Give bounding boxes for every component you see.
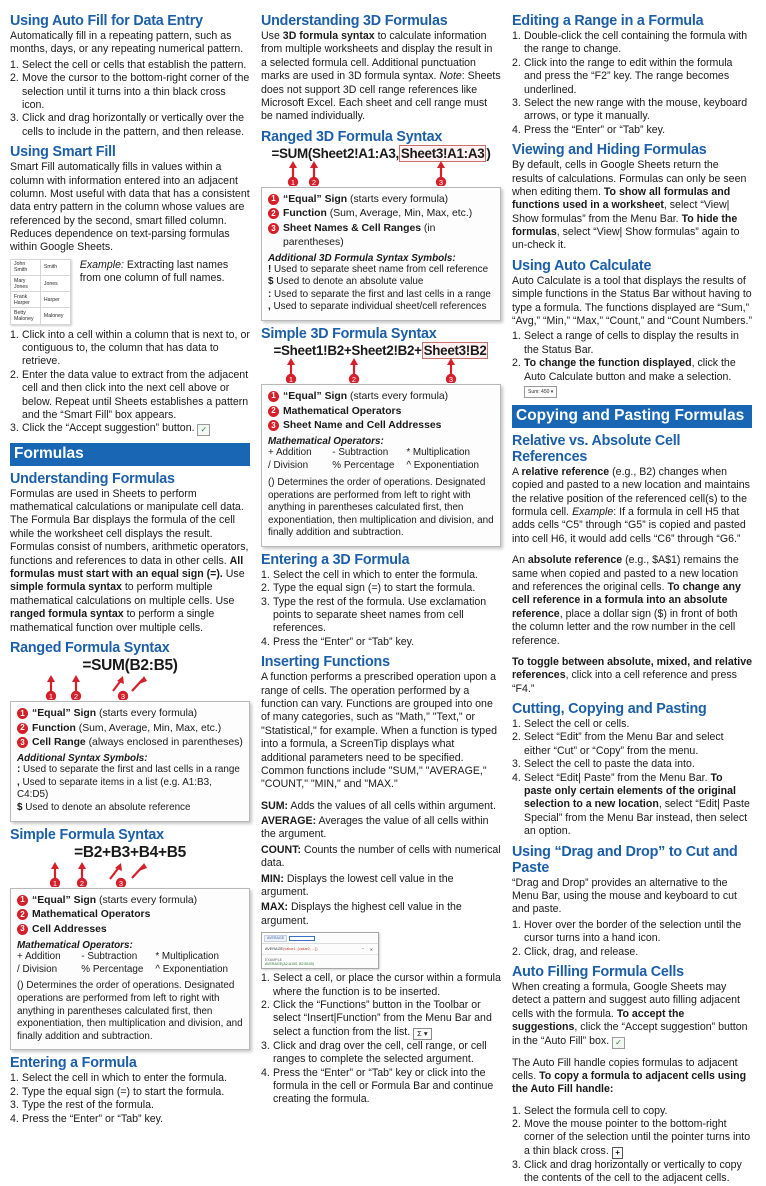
- badge-3: 3: [268, 420, 279, 431]
- formula-highlighted-ref: Sheet3!B2: [423, 342, 487, 358]
- screentip-mock-figure: [261, 932, 379, 969]
- function-definition: [261, 844, 501, 871]
- svg-text:1: 1: [48, 692, 54, 700]
- list-item: Press the “Enter” or “Tab” key.: [22, 1112, 164, 1125]
- list-item: Press the “Enter” or “Tab” key.: [524, 123, 666, 136]
- callout-subhead: Mathematical Operators:: [268, 436, 384, 448]
- operator-subtract: - Subtraction: [81, 950, 138, 962]
- callout-item-bold: Mathematical Operators: [283, 405, 402, 417]
- symbol-char: :: [17, 764, 21, 776]
- symbol-line: [17, 777, 243, 802]
- callout-item: [17, 736, 243, 750]
- callout-item-rest: (starts every formula): [96, 894, 198, 906]
- heading-drag-and-drop: Using “Drag and Drop” to Cut and Paste: [512, 843, 738, 876]
- svg-text:2: 2: [73, 692, 79, 700]
- smartfill-example-figure: [10, 259, 250, 325]
- symbol-char: :: [268, 288, 272, 300]
- cell-lastname: Maloney: [40, 308, 70, 324]
- list-item: [512, 772, 752, 839]
- callout-item: [268, 193, 494, 207]
- callout-item-rest: (starts every formula): [96, 708, 198, 719]
- callout-item: [268, 222, 494, 249]
- ra-p1a: A: [512, 465, 522, 478]
- step-bold: To change the function displayed: [524, 357, 692, 370]
- symbol-char: $: [17, 801, 23, 813]
- auto-fill-handle-paragraph: [512, 1057, 752, 1097]
- uf-p4: to perform a single mathematical function over multiple cells.: [10, 608, 215, 634]
- list-item-text: Click the “Functions” button in the Toolbar or select “Insert|Function” from the Menu Bar and select a function from the list.: [273, 998, 492, 1038]
- svg-text:2: 2: [311, 177, 317, 186]
- column-2: [261, 8, 501, 1106]
- uf-p3: to perform multiple mathematical calculations on multiple cells. Use: [10, 581, 235, 607]
- symbol-line: [268, 289, 494, 302]
- list-item: Hover over the border of the selection until the cursor turns into a hand icon.: [524, 918, 742, 945]
- list-item-text: Move the mouse pointer to the bottom-right corner of the selection until the pointer turns into a thin black cross.: [524, 1118, 751, 1157]
- function-desc: Displays the highest cell value in the argument.: [261, 901, 462, 927]
- operator-percent: % Percentage: [332, 460, 395, 472]
- function-desc: Adds the values of all cells within argument.: [288, 799, 496, 812]
- heading-understanding-3d-formulas: Understanding 3D Formulas: [261, 13, 448, 29]
- ra-b4: To toggle between absolute, mixed, and relative references: [512, 655, 752, 682]
- ra-p1b: (e.g., B2) changes when copied and pasted to a new location and maintains the relative position of the referenced cell(s) to the formula cell.: [512, 465, 750, 519]
- operator-percent: % Percentage: [81, 963, 144, 975]
- list-item: Select the cell to paste the data into.: [524, 758, 695, 771]
- simple-formula-display: =B2+B3+B4+B5: [74, 843, 186, 861]
- symbol-line: [17, 802, 243, 815]
- badge-3: 3: [17, 737, 28, 748]
- screentip-input-field: [289, 936, 315, 941]
- table-row: [11, 308, 71, 324]
- callout-item-bold: Sheet Name and Cell Addresses: [283, 420, 442, 432]
- list-item: Select a range of cells to display the results in the Status Bar.: [524, 330, 739, 356]
- badge-3: 3: [268, 223, 279, 234]
- badge-2: 2: [17, 909, 28, 920]
- auto-calculate-steps: [512, 330, 752, 398]
- function-name: AVERAGE:: [261, 815, 317, 828]
- heading-relative-vs-absolute: Relative vs. Absolute Cell References: [512, 432, 681, 465]
- screentip-example-label: EXAMPLE: [265, 957, 282, 962]
- callout-item: [268, 405, 494, 419]
- list-item: Double-click the cell containing the formula with the range to change.: [524, 30, 748, 56]
- ra-p1c: : If a formula in cell H5 that adds cells “C5” through “G5” is copied and pasted into cell H6, it would add cells “C6” through “G6.”: [512, 506, 746, 545]
- symbol-desc: Used to separate individual sheet/cell references: [270, 301, 487, 313]
- arrow-diagram: [261, 161, 501, 186]
- formula-suffix: ): [486, 145, 491, 161]
- function-definition: [261, 815, 501, 842]
- callout-item-bold: “Equal” Sign: [32, 894, 97, 906]
- arrow-diagram: [10, 862, 250, 887]
- badge-1: 1: [268, 194, 279, 205]
- u3-b1: 3D formula syntax: [282, 30, 375, 42]
- svg-text:1: 1: [288, 374, 294, 383]
- callout-item-bold: Cell Range: [32, 737, 86, 749]
- list-item: Select “Edit” from the Menu Bar and select either “Cut” or “Copy” from the menu.: [524, 731, 724, 757]
- inserting-functions-steps: [261, 972, 501, 1107]
- cell-fullname: Frank Harper: [11, 292, 41, 308]
- list-item: [261, 999, 501, 1040]
- list-item: Select the formula cell to copy.: [524, 1104, 668, 1117]
- operator-exponent: ^ Exponentiation: [406, 460, 480, 472]
- order-of-operations-note: () Determines the order of operations. Designated operations are performed from left to right with anything in parentheses calculated first, then exponentiation, then multiplication and division, and finally addition and subtraction.: [268, 476, 494, 539]
- ra-b1: relative reference: [521, 465, 610, 478]
- relative-reference-paragraph: [512, 466, 752, 546]
- list-item: Click and drag over the cell, cell range, or cell ranges to complete the selected argument.: [273, 1039, 487, 1066]
- list-item: Click into the range to edit within the formula and press the “F2” key. The range becomes underlined.: [524, 56, 733, 96]
- heading-ranged-3d-formula-syntax: Ranged 3D Formula Syntax: [261, 128, 443, 145]
- callout-item-rest: (Sum, Average, Min, Max, etc.): [75, 722, 222, 734]
- af-b2: To copy a formula to adjacent cells using the Auto Fill handle:: [512, 1069, 747, 1096]
- ranged-3d-callout-arrows: [261, 161, 501, 186]
- callout-subhead: Mathematical Operators:: [17, 939, 133, 951]
- heading-viewing-hiding-formulas: Viewing and Hiding Formulas: [512, 142, 707, 159]
- symbol-char: $: [268, 276, 274, 288]
- smartfill-steps: [10, 329, 250, 437]
- callout-item-bold: Cell Addresses: [32, 923, 107, 935]
- heading-editing-a-range: Editing a Range in a Formula: [512, 13, 704, 29]
- autofill-intro: Automatically fill in a repeating pattern, such as months, days, or any repeating numerical pattern.: [10, 30, 244, 56]
- absolute-reference-paragraph: [512, 554, 752, 648]
- callout-subhead: Additional 3D Formula Syntax Symbols:: [268, 252, 456, 264]
- svg-text:3: 3: [118, 878, 124, 887]
- symbol-desc: Used to separate the first and last cells in a range: [271, 288, 491, 300]
- symbol-desc: Used to separate the first and last cells in a range: [20, 764, 240, 776]
- simple-3d-callout-arrows: [261, 358, 501, 383]
- screentip-function-tag: AVERAGE: [264, 935, 287, 942]
- callout-item: [268, 390, 494, 404]
- column-3: [512, 8, 752, 1185]
- entering-3d-steps: [261, 569, 501, 649]
- callout-item: [17, 707, 243, 721]
- ra-p2a: An: [512, 554, 528, 567]
- autofill-steps: [10, 59, 250, 139]
- heading-using-auto-calculate: Using Auto Calculate: [512, 257, 652, 274]
- function-definition: [261, 873, 501, 900]
- operator-multiply: * Multiplication: [155, 950, 219, 962]
- ra-p3: , click into a cell reference and press “F4.”: [512, 669, 737, 695]
- callout-item: [17, 894, 243, 908]
- mini-spreadsheet-table: [10, 259, 71, 325]
- accept-suggestion-checkmark-icon[interactable]: ✓: [197, 424, 210, 436]
- function-name: MIN:: [261, 872, 284, 885]
- column-1: [10, 8, 250, 1125]
- list-item: Select the new range with the mouse, keyboard arrows, or type it manually.: [524, 96, 748, 123]
- badge-2: 2: [17, 723, 28, 734]
- accept-suggestion-checkmark-icon[interactable]: ✓: [612, 1037, 625, 1049]
- heading-entering-a-3d-formula: Entering a 3D Formula: [261, 551, 410, 568]
- list-item: Press the “Enter” or “Tab” key.: [273, 635, 415, 648]
- af-p1a: When creating a formula, Google Sheets may detect a pattern and suggest auto filling adjacent cells with the formula.: [512, 980, 740, 1020]
- table-row: [11, 259, 71, 275]
- drag-drop-steps: [512, 919, 752, 959]
- editing-range-steps: [512, 30, 752, 137]
- u3-p1: Use: [261, 30, 283, 42]
- operator-row: [268, 460, 494, 473]
- callout-item-rest: (Sum, Average, Min, Max, etc.): [326, 208, 473, 220]
- ra-p2c: , place a dollar sign ($) in front of both the column letter and the row number in the cell reference.: [512, 607, 738, 647]
- step4-a: Select “Edit| Paste” from the Menu Bar.: [524, 771, 711, 784]
- screentip-example-args: A2:A100, B2:B100): [283, 961, 315, 966]
- callout-item-bold: “Equal” Sign: [283, 193, 348, 205]
- list-item: Select the cell in which to enter the formula.: [273, 568, 478, 581]
- vh-p2: , select “View| Show formulas” from the Menu Bar.: [512, 199, 730, 225]
- step4-b: To paste only certain elements of the original selection to a new location: [524, 771, 736, 811]
- vh-p1: By default, cells in Google Sheets return the results of calculations. Formulas can only be seen when editing them.: [512, 159, 747, 198]
- list-item: Select the cell or cells that establish the pattern.: [22, 58, 247, 71]
- heading-understanding-formulas: Understanding Formulas: [10, 470, 175, 487]
- list-item: Click and drag horizontally or vertically to copy the contents of the cell to the adjacent cells.: [524, 1158, 742, 1185]
- list-item: Select the cell or cells.: [524, 718, 630, 731]
- callout-item-rest: (starts every formula): [347, 390, 449, 402]
- vh-b1: To show all formulas and functions used in a worksheet: [512, 185, 731, 212]
- heading-using-auto-fill: Using Auto Fill for Data Entry: [10, 13, 203, 29]
- callout-item-bold: “Equal” Sign: [32, 708, 97, 719]
- symbol-char: !: [268, 263, 272, 275]
- callout-item: [17, 908, 243, 922]
- operator-row: [17, 951, 243, 964]
- fill-handle-cross-icon[interactable]: +: [612, 1147, 624, 1159]
- understanding-3d-text: [261, 30, 501, 124]
- callout-item-bold: “Equal” Sign: [283, 390, 348, 402]
- badge-2: 2: [268, 208, 279, 219]
- simple-formula-callout-arrows: [10, 862, 250, 887]
- callout-item-bold: Sheet Names & Cell Ranges: [283, 223, 422, 235]
- list-item: Click and drag horizontally or vertically over the cells to include in the pattern, and then release.: [22, 112, 245, 138]
- symbol-char: ,: [268, 301, 271, 313]
- table-row: [11, 276, 71, 292]
- heading-ranged-formula-syntax: Ranged Formula Syntax: [10, 640, 170, 656]
- operator-divide: / Division: [268, 460, 309, 472]
- ra-i1: Example: [572, 506, 614, 519]
- heading-simple-formula-syntax: Simple Formula Syntax: [10, 826, 164, 843]
- uf-p2: Use: [222, 568, 245, 581]
- uf-b3: ranged formula syntax: [10, 608, 124, 621]
- cell-fullname: John Smith: [11, 259, 41, 275]
- svg-text:2: 2: [79, 878, 85, 887]
- badge-1: 1: [17, 708, 28, 719]
- callout-item-bold: Function: [32, 722, 76, 734]
- callout-item-rest: (starts every formula): [347, 193, 449, 205]
- ranged-3d-syntax-callout: [261, 187, 501, 321]
- simple-3d-formula-display: [261, 343, 501, 358]
- ranged-formula-callout-arrows: [10, 675, 250, 700]
- list-item: Press the “Enter” or “Tab” key or click into the formula in the cell or Formula Bar and continue creating the formula.: [273, 1066, 494, 1106]
- simple-syntax-callout: [10, 888, 250, 1051]
- operator-row: [17, 964, 243, 977]
- ra-p2b: (e.g., $A$1) remains the same when copied and pasted to a new location and references the original cells.: [512, 554, 739, 593]
- list-item: Type the equal sign (=) to start the formula.: [22, 1085, 225, 1098]
- list-item: Enter the data value to extract from the adjacent cell and then click into the next cell above or below. Repeat until Sheets establishes a pattern and the “Smart Fill” box appears.: [22, 368, 249, 421]
- simple-3d-syntax-callout: [261, 384, 501, 547]
- screentip-example-fn: AVERAGE(: [265, 961, 284, 966]
- callout-item: [268, 207, 494, 221]
- operator-add: + Addition: [17, 950, 61, 962]
- cell-lastname: Smith: [40, 259, 70, 275]
- functions-sigma-icon[interactable]: Σ ▾: [413, 1028, 432, 1040]
- section-banner-copying-pasting: Copying and Pasting Formulas: [512, 405, 752, 427]
- step-rest: , click the Auto Calculate button and make a selection.: [524, 357, 736, 383]
- u3-p3: : Sheets does not support 3D cell range references like Microsoft Excel. Each sheet and cell range must be named individually.: [261, 70, 501, 123]
- smartfill-example-note: [80, 259, 250, 286]
- u3-i1: Note: [439, 70, 462, 83]
- signature-fn: AVERAGE: [265, 946, 284, 951]
- badge-1: 1: [17, 895, 28, 906]
- heading-using-smart-fill: Using Smart Fill: [10, 144, 116, 161]
- operator-divide: / Division: [17, 963, 58, 975]
- function-desc: Averages the value of all cells within the argument.: [261, 815, 489, 841]
- callout-item: [268, 419, 494, 433]
- inserting-functions-intro: A function performs a prescribed operation upon a range of cells. The operation performed by a function can vary. Functions are grouped into one of many categories, such as "Math," "Text," or "Statistical," for example. When a function is typed into a formula, a ScreenTip displays what additional parameters need to be specified. Common functions include "SUM," "AVERAGE," "COUNT," "MIN," and "MAX.": [261, 671, 497, 791]
- auto-calculate-button[interactable]: Sum: 450 ▾: [524, 386, 557, 398]
- callout-item-rest: (always enclosed in parentheses): [85, 737, 243, 749]
- formula-prefix: =Sheet1!B2+Sheet2!B2+: [273, 342, 422, 358]
- cell-fullname: Mary Jones: [11, 276, 41, 292]
- svg-text:3: 3: [438, 177, 444, 186]
- list-item: Click into a cell within a column that is next to, or contiguous to, the column that has data to retrieve.: [22, 328, 250, 368]
- list-item: [512, 1118, 752, 1159]
- cut-copy-paste-steps: [512, 718, 752, 839]
- heading-inserting-functions: Inserting Functions: [261, 654, 390, 671]
- screentip-signature: [265, 947, 317, 952]
- symbol-desc: Used to separate items in a list (e.g. A1:B3, C4:D5): [17, 776, 212, 801]
- order-of-operations-note: () Determines the order of operations. Designated operations are performed from left to right with anything in parentheses calculated first, then exponentiation, then multiplication and division, and finally addition and subtraction.: [17, 980, 243, 1042]
- table-row: [11, 292, 71, 308]
- callout-item-bold: Function: [283, 208, 327, 220]
- entering-formula-steps: [10, 1072, 250, 1126]
- symbol-line: [268, 264, 494, 277]
- toggle-reference-paragraph: [512, 656, 752, 696]
- operator-multiply: * Multiplication: [406, 447, 470, 459]
- list-item: Type the equal sign (=) to start the formula.: [273, 582, 476, 595]
- uf-b2: simple formula syntax: [10, 581, 122, 594]
- arrow-diagram: [10, 675, 250, 700]
- function-desc: Counts the number of cells with numerical data.: [261, 843, 501, 870]
- cell-lastname: Harper: [40, 292, 70, 308]
- auto-calculate-intro: Auto Calculate is a tool that displays the results of simple functions in the Status Bar without having to type a formula. The functions displayed are “Sum,” “Avg,” “Min,” “Max,” “Count,” and “Count Numbers.”: [512, 274, 752, 328]
- list-item: Select the cell in which to enter the formula.: [22, 1072, 227, 1085]
- svg-text:3: 3: [120, 692, 126, 700]
- list-item: Click, drag, and release.: [524, 945, 639, 958]
- symbol-line: [268, 276, 494, 289]
- af-b1: To accept the suggestions: [512, 1007, 685, 1034]
- step4-c: , select “Edit| Paste Special” from the Menu Bar instead, then select an option.: [524, 798, 750, 838]
- vh-p3: , select “View| Show formulas” again to un-check it.: [512, 226, 740, 252]
- badge-3: 3: [17, 924, 28, 935]
- list-item: [10, 422, 250, 436]
- af-p2: The Auto Fill handle copies formulas to adjacent cells.: [512, 1056, 738, 1082]
- function-definition: [261, 800, 501, 813]
- callout-item: [17, 722, 243, 736]
- function-desc: Displays the lowest cell value in the argument.: [261, 872, 454, 899]
- example-text: Extracting last names from one column of full names.: [79, 258, 229, 285]
- uf-p1: Formulas are used in Sheets to perform mathematical calculations or manipulate cell data. The Formula Bar displays the formula of the cell while the worksheet cell displays the result. Formulas consist of numbers, arithmetic operators, functions and references to data in other cells.: [10, 487, 249, 567]
- ranged-formula-display: =SUM(B2:B5): [82, 657, 178, 674]
- af-p1b: , click the “Accept suggestion” button in the “Auto Fill” box.: [512, 1021, 748, 1047]
- operator-subtract: - Subtraction: [332, 447, 389, 459]
- formula-highlighted-range: Sheet3!A1:A3: [400, 145, 485, 161]
- cell-fullname: Betty Maloney: [11, 308, 41, 324]
- screentip-example: [262, 955, 378, 968]
- screentip-header: [262, 933, 378, 944]
- symbol-char: ,: [17, 776, 20, 788]
- screentip-signature-row: [262, 944, 378, 955]
- drag-drop-intro: “Drag and Drop” provides an alternative to the Menu Bar, using the mouse and keyboard to cut and paste.: [512, 876, 737, 916]
- cell-lastname: Jones: [40, 276, 70, 292]
- auto-filling-paragraph: [512, 981, 752, 1049]
- operator-add: + Addition: [268, 447, 312, 459]
- smartfill-intro: Smart Fill automatically fills in values within a column with information entered into an adjacent column. Most useful with data that has a consistent data entry pattern in the column whose values are referenced by the second, smart filled column. Reduces dependence on text-parsing formulas within Google Sheets.: [10, 161, 250, 254]
- function-name: COUNT:: [261, 843, 302, 856]
- function-name: SUM:: [261, 799, 289, 812]
- svg-text:2: 2: [351, 374, 357, 383]
- callout-item-rest: (in parentheses): [283, 223, 436, 248]
- list-item: Move the cursor to the bottom-right corner of the selection until it turns into a thin black cross icon.: [22, 72, 250, 111]
- function-name: MAX:: [261, 901, 289, 914]
- symbol-line: [268, 301, 494, 314]
- auto-fill-handle-steps: [512, 1105, 752, 1186]
- list-item-text: Click the “Accept suggestion” button.: [22, 422, 195, 435]
- u3-p2: to calculate information from multiple worksheets and display the result in a selected formula cell. Additional punctuation marks are used in 3D formula syntax.: [261, 30, 493, 83]
- operator-exponent: ^ Exponentiation: [155, 963, 229, 975]
- list-item: Type the rest of the formula. Use exclamation points to separate sheet names from cell references.: [273, 595, 487, 635]
- symbol-line: [17, 764, 243, 777]
- ra-b2: absolute reference: [527, 554, 623, 567]
- heading-simple-3d-formula-syntax: Simple 3D Formula Syntax: [261, 325, 437, 342]
- symbol-desc: Used to denote an absolute value: [273, 276, 424, 288]
- badge-1: 1: [268, 391, 279, 402]
- symbol-desc: Used to separate sheet name from cell reference: [271, 263, 489, 275]
- section-banner-formulas: Formulas: [10, 443, 250, 465]
- heading-cutting-copying-pasting: Cutting, Copying and Pasting: [512, 701, 707, 718]
- heading-auto-filling-formula-cells: Auto Filling Formula Cells: [512, 963, 684, 980]
- svg-text:3: 3: [448, 374, 454, 383]
- svg-text:1: 1: [290, 177, 296, 186]
- understanding-formulas-text: [10, 488, 250, 635]
- ranged-syntax-callout: [10, 701, 250, 822]
- heading-entering-a-formula: Entering a Formula: [10, 1055, 137, 1072]
- ra-b3: To change any cell reference in a formula into an absolute reference: [512, 580, 741, 620]
- badge-2: 2: [268, 406, 279, 417]
- signature-args: (value1, [value2, ...]): [283, 946, 318, 951]
- vh-b2: To hide the formulas: [512, 212, 738, 239]
- example-label: Example:: [79, 258, 124, 271]
- uf-b1: All formulas must start with an equal sign (=).: [10, 554, 244, 581]
- list-item: Type the rest of the formula.: [22, 1099, 154, 1112]
- svg-text:1: 1: [52, 878, 58, 887]
- function-definition: [261, 901, 501, 928]
- formula-prefix: =SUM(Sheet2!A1:A3,: [271, 145, 399, 161]
- operator-row: [268, 447, 494, 460]
- callout-item-bold: Mathematical Operators: [32, 909, 151, 921]
- viewing-hiding-text: [512, 159, 752, 253]
- screentip-controls[interactable]: ⌃ ✕: [361, 946, 375, 952]
- list-item: [512, 357, 752, 398]
- callout-item: [17, 923, 243, 937]
- arrow-diagram: [261, 358, 501, 383]
- symbol-desc: Used to denote an absolute reference: [22, 801, 191, 813]
- callout-subhead: Additional Syntax Symbols:: [17, 753, 148, 765]
- list-item: Select a cell, or place the cursor within a formula where the function is to be inserted.: [273, 972, 501, 998]
- ranged-3d-formula-display: [261, 146, 501, 161]
